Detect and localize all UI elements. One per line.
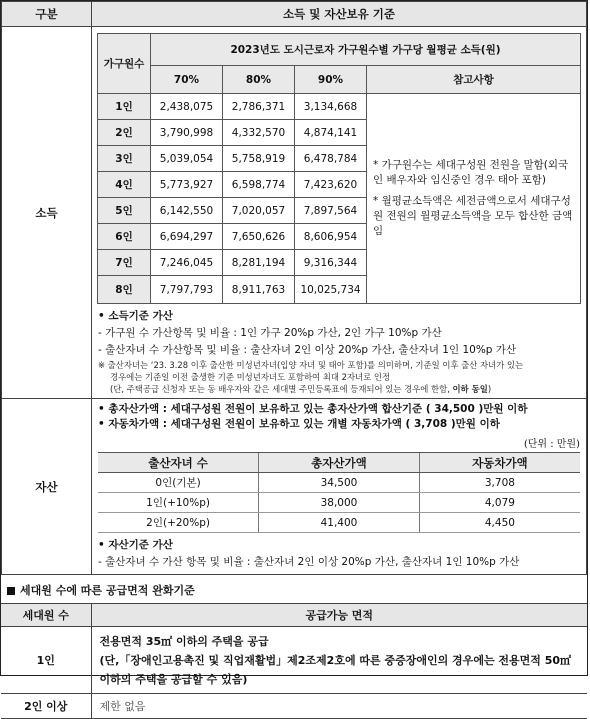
table-row (1, 694, 587, 719)
footnote3-text: (단, 주택공급 신청자 또는 동 배우자와 같은 세대별 주민등록표에 등재되어 있는 경우에 한함, (110, 384, 450, 394)
area-section-title (1, 575, 587, 603)
table-row (98, 513, 580, 533)
area-1-line2: (단,「장애인고용촉진 및 직업재활법」제2조제2호에 따른 중증장애인의 경우에는 전용면적 50㎡ 이하의 주택을 공급할 수 있음) (99, 653, 572, 686)
area-2: 제한 없음 (91, 694, 587, 719)
car-value: 3,708 (419, 473, 580, 493)
income-90: 7,897,564 (295, 198, 367, 224)
income-70: 3,790,998 (151, 120, 223, 146)
income-80: 5,758,919 (223, 146, 295, 172)
household-size: 7인 (98, 250, 151, 276)
notes-header: 참고사항 (367, 66, 581, 94)
table-row (1, 627, 587, 694)
car-value: 4,079 (419, 493, 580, 513)
income-80: 7,650,626 (223, 224, 295, 250)
area-1-line1: 전용면적 35㎡ 이하의 주택을 공급 (99, 634, 269, 648)
unit-label: (단위 : 만원) (523, 439, 580, 450)
household-size: 1인 (98, 94, 151, 120)
car-value: 4,450 (419, 513, 580, 533)
asset-basis-title: • 자산기준 가산 (98, 539, 173, 551)
area-1 (91, 627, 587, 694)
household-size: 2인 (98, 120, 151, 146)
total-assets: 34,500 (259, 473, 420, 493)
table-row (98, 493, 580, 513)
income-80: 6,598,774 (223, 172, 295, 198)
square-bullet-icon (7, 587, 15, 595)
income-footnote3 (98, 383, 578, 395)
category-header: 구분 (2, 2, 92, 27)
income-basis-title: • 소득기준 가산 (98, 310, 173, 322)
asset-basis-line: - 출산자녀 수 가산 항목 및 비율 : 출산자녀 2인 이상 20%p 가산, 출산자녀 1인 10%p 가산 (98, 556, 520, 568)
income-footnote1: ※ 출산자녀는 ‘23. 3.28 이후 출산한 미성년자녀(입양 자녀 및 태아 포함)를 의미하며, 기준일 이후 출산 자녀가 있는 (98, 360, 524, 370)
household-members-header: 세대원 수 (1, 604, 91, 627)
total-assets-line: • 총자산가액 : 세대구성원 전원이 보유하고 있는 총자산가액 합산기준 ( 34,500 )만원 이하 (98, 403, 528, 415)
income-90: 7,423,620 (295, 172, 367, 198)
total-header: 총자산가액 (259, 453, 420, 473)
income-label: 소득 (2, 27, 92, 399)
note-household: * 가구원수는 세대구성원 전원을 말함(외국인 배우자와 임신중인 경우 태아 포함) (373, 159, 569, 186)
income-90: 3,134,668 (295, 94, 367, 120)
assets-section (92, 399, 587, 575)
income-70: 7,246,045 (151, 250, 223, 276)
col-90-header: 90% (295, 66, 367, 94)
income-80: 7,020,057 (223, 198, 295, 224)
income-basis (92, 306, 586, 398)
income-80: 2,786,371 (223, 94, 295, 120)
income-80: 4,332,570 (223, 120, 295, 146)
table-row (98, 473, 580, 493)
col-80-header: 80% (223, 66, 295, 94)
income-80: 8,281,194 (223, 250, 295, 276)
note-income: * 월평균소득액은 세전금액으로서 세대구성원 전원의 월평균소득액을 모두 합산한 금액임 (373, 195, 573, 237)
car-header: 자동차가액 (419, 453, 580, 473)
income-90: 10,025,734 (295, 276, 367, 304)
household-size: 6인 (98, 224, 151, 250)
table-row (98, 94, 581, 120)
household-size: 4인 (98, 172, 151, 198)
kids-count: 0인(기본) (98, 473, 259, 493)
income-section (92, 27, 587, 399)
asset-table (98, 452, 580, 533)
assets-label: 자산 (2, 399, 92, 575)
income-basis-line2: - 출산자녀 수 가산항목 및 비율 : 출산자녀 2인 이상 20%p 가산, 출산자녀 1인 10%p 가산 (98, 344, 517, 356)
income-90: 9,316,344 (295, 250, 367, 276)
income-table-title: 2023년도 도시근로자 가구원수별 가구당 월평균 소득(원) (151, 34, 581, 66)
criteria-header: 소득 및 자산보유 기준 (92, 2, 587, 27)
footnote3-bold: 이하 동일 (452, 384, 488, 394)
household-size-header: 가구원수 (98, 34, 151, 94)
kids-count: 1인(+10%p) (98, 493, 259, 513)
household-size: 5인 (98, 198, 151, 224)
kids-header: 출산자녀 수 (98, 453, 259, 473)
income-70: 6,142,550 (151, 198, 223, 224)
criteria-table (1, 1, 587, 575)
asset-basis-add (92, 537, 586, 574)
total-assets: 41,400 (259, 513, 420, 533)
income-70: 7,797,793 (151, 276, 223, 304)
kids-count: 2인(+20%p) (98, 513, 259, 533)
col-70-header: 70% (151, 66, 223, 94)
income-90: 4,874,141 (295, 120, 367, 146)
income-70: 6,694,297 (151, 224, 223, 250)
supply-area-header: 공급가능 면적 (91, 604, 587, 627)
income-80: 8,911,763 (223, 276, 295, 304)
income-basis-line1: - 가구원 수 가산항목 및 비율 : 1인 가구 20%p 가산, 2인 가구 10%p 가산 (98, 327, 442, 339)
income-70: 2,438,075 (151, 94, 223, 120)
notes-cell (367, 94, 581, 304)
household-size: 3인 (98, 146, 151, 172)
income-footnote2: 경우에는 기준일 이전 출생한 기준 미성년자녀도 포함하여 최대 2자녀로 인정 (110, 372, 391, 382)
members-2: 2인 이상 (1, 694, 91, 719)
members-1: 1인 (1, 627, 91, 694)
area-table (1, 603, 587, 719)
car-value-line: • 자동차가액 : 세대구성원 전원이 보유하고 있는 개별 자동차가액 ( 3,708 )만원 이하 (98, 418, 500, 430)
household-size: 8인 (98, 276, 151, 304)
footnote3-end: ) (487, 384, 492, 394)
asset-basis (92, 399, 586, 435)
area-title-text: 세대원 수에 따른 공급면적 완화기준 (20, 584, 195, 597)
income-70: 5,773,927 (151, 172, 223, 198)
income-table (97, 33, 581, 304)
income-90: 8,606,954 (295, 224, 367, 250)
income-70: 5,039,054 (151, 146, 223, 172)
income-90: 6,478,784 (295, 146, 367, 172)
total-assets: 38,000 (259, 493, 420, 513)
